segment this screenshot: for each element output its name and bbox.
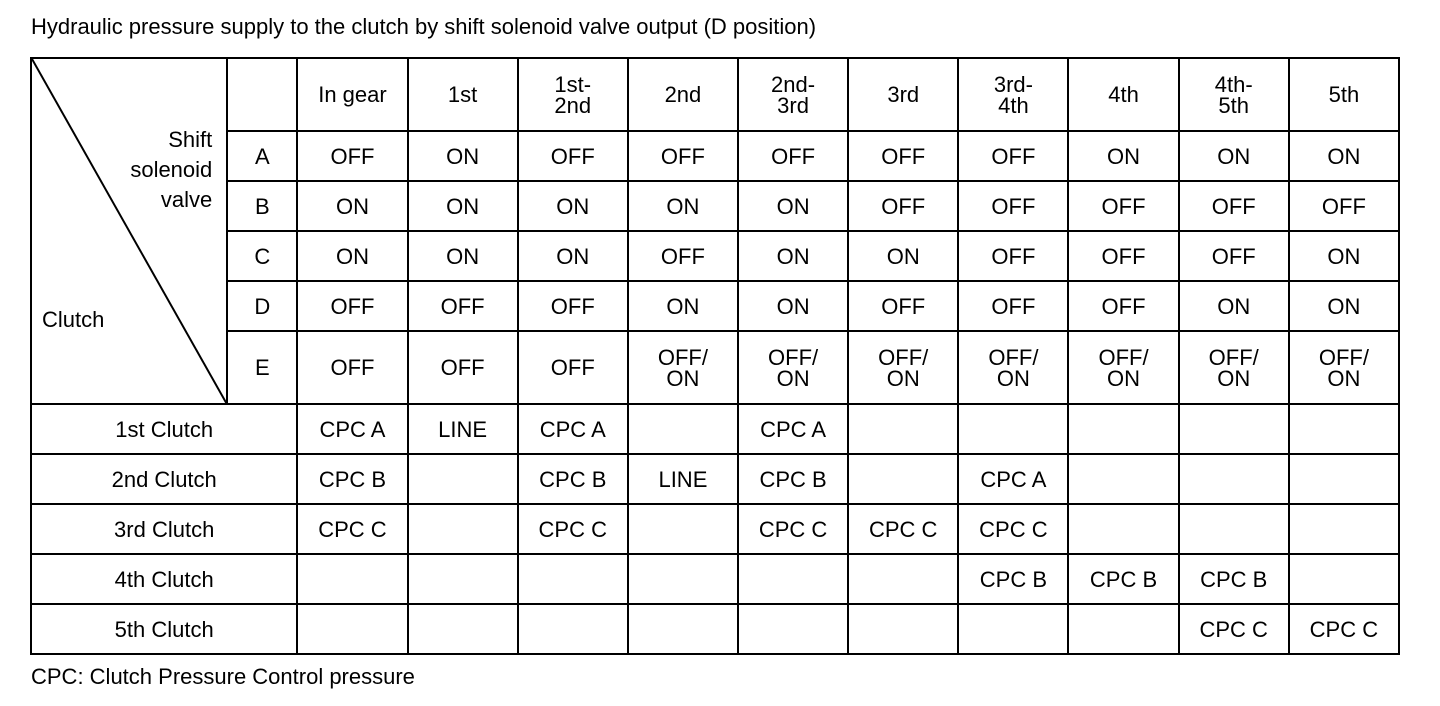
clutch-pressure-cell [848,554,958,604]
column-header: 1st- 2nd [518,58,628,131]
table-body [31,58,1399,654]
solenoid-state-cell: ON [297,231,407,281]
clutch-pressure-cell: CPC C [848,504,958,554]
clutch-pressure-cell: CPC B [297,454,407,504]
clutch-pressure-cell [518,554,628,604]
clutch-pressure-cell: CPC A [738,404,848,454]
solenoid-state-cell: OFF [628,131,738,181]
solenoid-state-cell: OFF/ ON [1289,331,1399,404]
solenoid-state-cell: ON [628,181,738,231]
solenoid-state-cell: ON [1289,131,1399,181]
clutch-row [31,404,1399,454]
clutch-axis-label: Clutch [42,307,105,332]
header-blank-cell [227,58,297,131]
solenoid-state-cell: OFF [297,281,407,331]
solenoid-state-cell: OFF [1289,181,1399,231]
solenoid-state-cell: OFF [297,131,407,181]
solenoid-state-cell: ON [738,281,848,331]
clutch-pressure-cell [297,554,407,604]
clutch-pressure-cell: CPC C [297,504,407,554]
solenoid-state-cell: ON [738,181,848,231]
clutch-pressure-cell [1179,404,1289,454]
solenoid-state-cell: ON [408,131,518,181]
solenoid-state-cell: ON [297,181,407,231]
clutch-pressure-cell [1068,504,1178,554]
solenoid-label: C [227,231,297,281]
solenoid-state-cell: OFF/ ON [958,331,1068,404]
clutch-pressure-cell [958,604,1068,654]
clutch-pressure-cell: CPC C [1179,604,1289,654]
clutch-pressure-cell [628,504,738,554]
solenoid-state-cell: OFF [518,281,628,331]
clutch-pressure-cell: LINE [628,454,738,504]
solenoid-row [31,281,1399,331]
solenoid-state-cell: ON [1179,281,1289,331]
solenoid-state-cell: OFF [1068,281,1178,331]
clutch-pressure-cell: CPC C [518,504,628,554]
clutch-row [31,504,1399,554]
solenoid-state-cell: OFF/ ON [1179,331,1289,404]
clutch-pressure-cell [408,504,518,554]
clutch-pressure-cell [1289,454,1399,504]
clutch-pressure-cell [628,554,738,604]
clutch-pressure-cell: CPC B [1068,554,1178,604]
clutch-pressure-cell: CPC A [518,404,628,454]
clutch-label: 5th Clutch [31,604,297,654]
column-header: 2nd- 3rd [738,58,848,131]
solenoid-state-cell: OFF [958,181,1068,231]
clutch-pressure-cell [1068,404,1178,454]
clutch-label: 2nd Clutch [31,454,297,504]
solenoid-state-cell: OFF [408,281,518,331]
clutch-pressure-cell: CPC B [958,554,1068,604]
solenoid-row [31,131,1399,181]
solenoid-state-cell: ON [408,181,518,231]
column-header: 4th- 5th [1179,58,1289,131]
solenoid-row [31,231,1399,281]
column-header: 3rd- 4th [958,58,1068,131]
solenoid-state-cell: OFF [1179,231,1289,281]
column-header: In gear [297,58,407,131]
solenoid-state-cell: OFF [1068,181,1178,231]
solenoid-state-cell: OFF/ ON [628,331,738,404]
page-title: Hydraulic pressure supply to the clutch by shift solenoid valve output (D position) [31,14,817,39]
clutch-pressure-table [30,57,1400,655]
clutch-pressure-cell [628,604,738,654]
clutch-pressure-cell [1068,454,1178,504]
column-header: 1st [408,58,518,131]
solenoid-state-cell: OFF [628,231,738,281]
solenoid-state-cell: OFF [958,131,1068,181]
clutch-pressure-cell: CPC C [958,504,1068,554]
clutch-pressure-cell [518,604,628,654]
solenoid-state-cell: OFF [1068,231,1178,281]
solenoid-state-cell: ON [408,231,518,281]
clutch-pressure-cell [297,604,407,654]
clutch-pressure-cell: CPC B [738,454,848,504]
solenoid-label: A [227,131,297,181]
solenoid-label: B [227,181,297,231]
clutch-label: 4th Clutch [31,554,297,604]
solenoid-row [31,331,1399,404]
shift-solenoid-valve-label: Shift solenoid valve [130,127,213,212]
clutch-pressure-cell [1289,504,1399,554]
clutch-pressure-cell [408,554,518,604]
corner-cell [31,58,227,404]
solenoid-label: D [227,281,297,331]
solenoid-state-cell: ON [518,231,628,281]
clutch-pressure-cell: CPC C [738,504,848,554]
clutch-pressure-cell [1179,504,1289,554]
solenoid-row [31,181,1399,231]
solenoid-state-cell: OFF [408,331,518,404]
clutch-pressure-cell [408,454,518,504]
diagonal-divider [32,59,226,403]
clutch-label: 1st Clutch [31,404,297,454]
clutch-pressure-cell [1289,554,1399,604]
solenoid-state-cell: ON [628,281,738,331]
solenoid-label: E [227,331,297,404]
header-row [31,58,1399,131]
column-header: 4th [1068,58,1178,131]
solenoid-state-cell: ON [1068,131,1178,181]
solenoid-state-cell: OFF [1179,181,1289,231]
clutch-row [31,604,1399,654]
clutch-pressure-cell [958,404,1068,454]
footnote: CPC: Clutch Pressure Control pressure [31,664,415,689]
solenoid-state-cell: ON [1289,281,1399,331]
solenoid-state-cell: ON [1179,131,1289,181]
clutch-label: 3rd Clutch [31,504,297,554]
solenoid-state-cell: ON [738,231,848,281]
solenoid-state-cell: OFF [848,131,958,181]
solenoid-state-cell: OFF/ ON [1068,331,1178,404]
clutch-pressure-cell [1068,604,1178,654]
clutch-pressure-cell: CPC A [297,404,407,454]
column-header: 5th [1289,58,1399,131]
solenoid-state-cell: OFF [958,231,1068,281]
clutch-pressure-cell [408,604,518,654]
clutch-pressure-cell [738,554,848,604]
clutch-pressure-cell [848,404,958,454]
clutch-pressure-cell: LINE [408,404,518,454]
clutch-pressure-cell: CPC C [1289,604,1399,654]
clutch-pressure-cell [1289,404,1399,454]
clutch-pressure-cell: CPC B [518,454,628,504]
clutch-pressure-cell [738,604,848,654]
solenoid-state-cell: OFF [848,181,958,231]
solenoid-state-cell: ON [1289,231,1399,281]
solenoid-state-cell: OFF [297,331,407,404]
solenoid-state-cell: OFF [518,131,628,181]
clutch-pressure-cell [848,604,958,654]
clutch-pressure-cell: CPC A [958,454,1068,504]
clutch-row [31,554,1399,604]
solenoid-state-cell: OFF/ ON [848,331,958,404]
clutch-row [31,454,1399,504]
column-header: 2nd [628,58,738,131]
solenoid-state-cell: OFF [518,331,628,404]
clutch-pressure-cell [1179,454,1289,504]
solenoid-state-cell: OFF [958,281,1068,331]
solenoid-state-cell: ON [518,181,628,231]
solenoid-state-cell: OFF/ ON [738,331,848,404]
column-header: 3rd [848,58,958,131]
solenoid-state-cell: OFF [738,131,848,181]
clutch-pressure-cell [848,454,958,504]
clutch-pressure-cell: CPC B [1179,554,1289,604]
clutch-pressure-cell [628,404,738,454]
solenoid-state-cell: OFF [848,281,958,331]
solenoid-state-cell: ON [848,231,958,281]
